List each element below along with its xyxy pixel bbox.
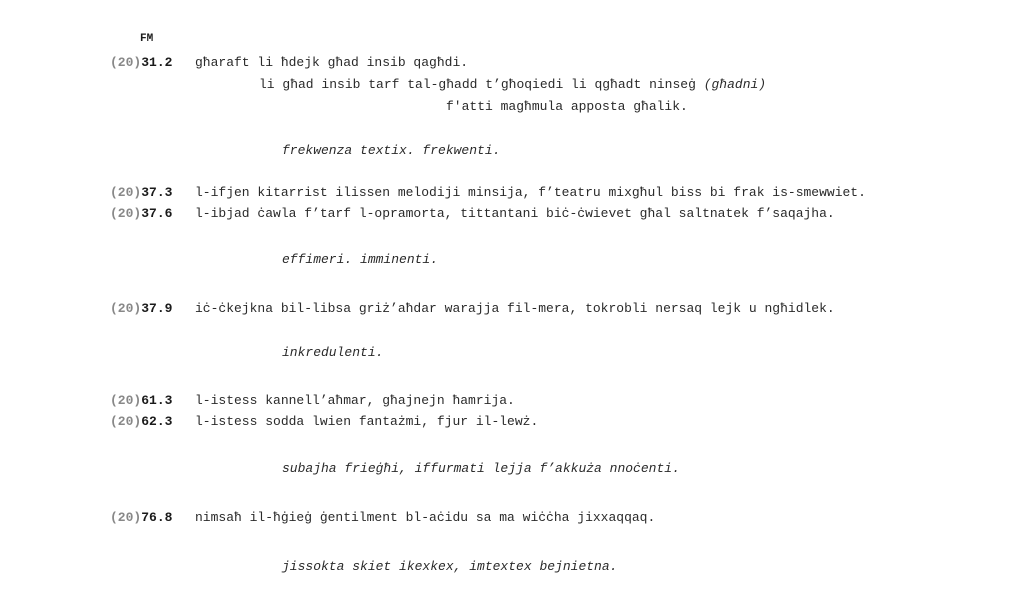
entry-ref-prefix: (20) [110,301,142,316]
entry-ref [110,206,172,222]
continuation-italic: (għadni) [703,77,767,92]
entry-ref-prefix: (20) [110,185,142,200]
italic-note: effimeri. imminenti. [282,252,439,267]
entry-line: nimsaħ il-ħġieġ ġentilment bl-aċidu sa ma wiċċha jixxaqqaq. [195,510,656,525]
entry-ref [110,301,172,317]
entry-ref-number: 61.3 [141,393,173,408]
entry-ref-prefix: (20) [110,414,142,429]
entry-line: l-istess sodda lwien fantażmi, fjur il-lewż. [195,414,539,429]
entry-ref-number: 31.2 [141,55,173,70]
entry-ref-prefix: (20) [110,393,142,408]
entry-ref-number: 76.8 [141,510,173,525]
entry-ref [110,414,172,430]
entry-ref-number: 37.3 [141,185,173,200]
continuation-text: li għad insib tarf tal-għadd t’għoqiedi li qgħadt ninseġ [259,77,696,92]
entry-continuation-line [259,77,766,93]
entry-ref-number: 62.3 [141,414,173,429]
entry-ref-number: 37.6 [141,206,173,221]
entry-line: l-ibjad ċawla f’tarf l-opramorta, tittantani biċ-ċwievet għal saltnatek f’saqajha. [195,206,835,221]
entry-continuation-line: f'atti magħmula apposta għalik. [446,99,688,114]
entry-ref-prefix: (20) [110,510,142,525]
italic-note: inkredulenti. [282,345,384,360]
entry-ref [110,510,172,526]
entry-line: iċ-ċkejkna bil-libsa griż’aħdar warajja fil-mera, tokrobli nersaq lejk u ngħidlek. [195,301,835,316]
entry-line: l-istess kannell’aħmar, għajnejn ħamrija. [195,393,515,408]
entry-line: l-ifjen kitarrist ilissen melodiji minsija, f’teatru mixgħul biss bi frak is-smewwiet. [195,185,866,200]
entry-ref [110,185,172,201]
entry-ref-prefix: (20) [110,55,142,70]
entry-ref-prefix: (20) [110,206,142,221]
entry-ref-number: 37.9 [141,301,173,316]
entry-line: għaraft li ħdejk għad insib qagħdi. [195,55,469,70]
italic-note: jissokta skiet ikexkex, imtextex bejnietna. [282,559,618,574]
page-header: FM [140,33,154,45]
italic-note: frekwenza textix. frekwenti. [282,143,501,158]
entry-ref [110,393,172,409]
italic-note: subajha frieġħi, iffurmati lejja f’akkuża nnoċenti. [282,461,680,476]
entry-ref [110,55,172,71]
